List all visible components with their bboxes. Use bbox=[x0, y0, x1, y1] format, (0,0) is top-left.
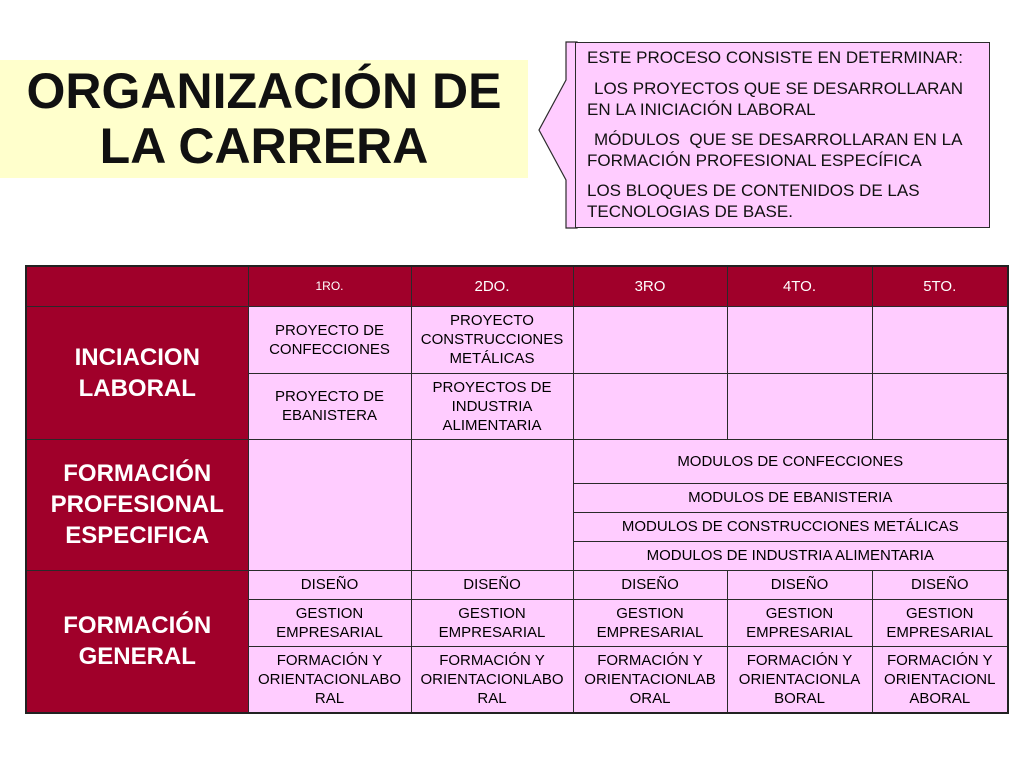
project-cell: PROYECTO DE EBANISTERA bbox=[248, 373, 411, 439]
header-corner-cell bbox=[26, 266, 248, 306]
subject-cell: GESTION EMPRESARIAL bbox=[727, 599, 872, 646]
subject-cell: DISEÑO bbox=[727, 570, 872, 599]
year-header-5: 5TO. bbox=[872, 266, 1008, 306]
empty-cell bbox=[573, 373, 727, 439]
table-row bbox=[26, 439, 1008, 483]
callout-item-modules: MÓDULOS QUE SE DESARROLLARAN EN LA FORMACIÓN PROFESIONAL ESPECÍFICA bbox=[587, 130, 967, 170]
subject-cell: GESTION EMPRESARIAL bbox=[872, 599, 1008, 646]
section-label-formacion-general: FORMACIÓN GENERAL bbox=[26, 570, 248, 713]
empty-cell bbox=[248, 439, 411, 570]
slide-title-box bbox=[0, 60, 528, 178]
subject-cell: DISEÑO bbox=[573, 570, 727, 599]
header-row bbox=[26, 266, 1008, 306]
project-cell: PROYECTOS DE INDUSTRIA ALIMENTARIA bbox=[411, 373, 573, 439]
subject-cell: FORMACIÓN Y ORIENTACIONLABORAL bbox=[573, 646, 727, 713]
subject-cell: DISEÑO bbox=[872, 570, 1008, 599]
table-row bbox=[26, 306, 1008, 373]
module-cell: MODULOS DE EBANISTERIA bbox=[573, 483, 1008, 512]
subject-cell: GESTION EMPRESARIAL bbox=[411, 599, 573, 646]
project-cell: PROYECTO DE CONFECCIONES bbox=[248, 306, 411, 373]
career-organization-table bbox=[25, 265, 1009, 714]
callout-item-projects: LOS PROYECTOS QUE SE DESARROLLARAN EN LA INICIACIÓN LABORAL bbox=[587, 79, 968, 119]
slide-title-line-2: LA CARRERA bbox=[99, 118, 429, 174]
empty-cell bbox=[727, 373, 872, 439]
year-header-1: 1RO. bbox=[248, 266, 411, 306]
table-row bbox=[26, 570, 1008, 599]
module-cell: MODULOS DE INDUSTRIA ALIMENTARIA bbox=[573, 541, 1008, 570]
subject-cell: GESTION EMPRESARIAL bbox=[248, 599, 411, 646]
subject-cell: FORMACIÓN Y ORIENTACIONLABORAL bbox=[248, 646, 411, 713]
callout-pointer-shape bbox=[530, 40, 580, 232]
section-label-formacion-profesional: FORMACIÓN PROFESIONAL ESPECIFICA bbox=[26, 439, 248, 570]
year-header-2: 2DO. bbox=[411, 266, 573, 306]
subject-cell: FORMACIÓN Y ORIENTACIONLABORAL bbox=[727, 646, 872, 713]
callout-box bbox=[575, 42, 990, 228]
empty-cell bbox=[872, 373, 1008, 439]
project-cell: PROYECTO CONSTRUCCIONES METÁLICAS bbox=[411, 306, 573, 373]
subject-cell: GESTION EMPRESARIAL bbox=[573, 599, 727, 646]
module-cell: MODULOS DE CONFECCIONES bbox=[573, 439, 1008, 483]
empty-cell bbox=[727, 306, 872, 373]
year-header-4: 4TO. bbox=[727, 266, 872, 306]
empty-cell bbox=[411, 439, 573, 570]
slide-title-line-1: ORGANIZACIÓN DE bbox=[26, 63, 502, 119]
empty-cell bbox=[872, 306, 1008, 373]
year-header-3: 3RO bbox=[573, 266, 727, 306]
callout-item-content-blocks: LOS BLOQUES DE CONTENIDOS DE LAS TECNOLOGIAS DE BASE. bbox=[587, 181, 924, 221]
subject-cell: FORMACIÓN Y ORIENTACIONLABORAL bbox=[411, 646, 573, 713]
subject-cell: FORMACIÓN Y ORIENTACIONLABORAL bbox=[872, 646, 1008, 713]
subject-cell: DISEÑO bbox=[411, 570, 573, 599]
subject-cell: DISEÑO bbox=[248, 570, 411, 599]
empty-cell bbox=[573, 306, 727, 373]
section-label-iniciacion-laboral: INCIACION LABORAL bbox=[26, 306, 248, 439]
callout-intro: ESTE PROCESO CONSISTE EN DETERMINAR: bbox=[587, 48, 963, 67]
module-cell: MODULOS DE CONSTRUCCIONES METÁLICAS bbox=[573, 512, 1008, 541]
